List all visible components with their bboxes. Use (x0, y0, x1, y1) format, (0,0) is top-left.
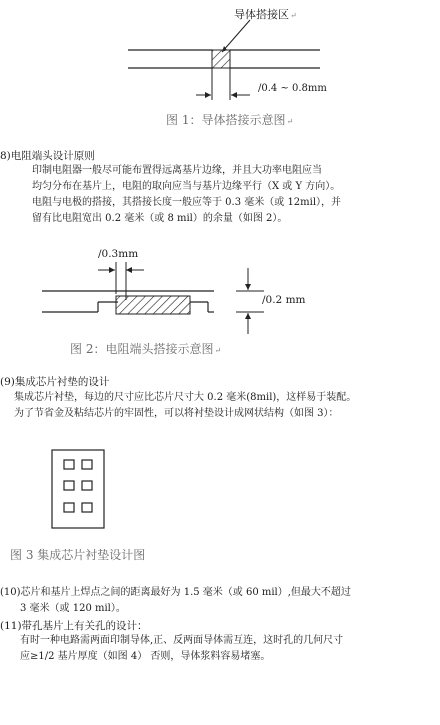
section-11-heading: (11)带孔基片上有关孔的设计： (0, 620, 148, 632)
section-8-line-3: 电阻与电极的搭接，其搭接长度一般应等于 0.3 毫米（或 12mil），并 (32, 197, 342, 208)
fig2-right-dimension-label: /0.2 mm (262, 294, 306, 306)
section-10-line-2: 3 毫米（或 120 mil）。 (20, 603, 126, 614)
section-8-line-2: 均匀分布在基片上，电阻的取向应当与基片边缘平行（X 或 Y 方向）。 (32, 181, 341, 192)
pointer-line (222, 20, 250, 52)
section-9-line-2: 为了节省金及粘结芯片的牢固性，可以将衬垫设计成网状结构（如图 3）： (14, 408, 339, 419)
figure-2-caption: 图 2：电阻端头搭接示意图↵ (70, 342, 222, 356)
fig1-overlap-label: 导体搭接区↵ (234, 8, 297, 21)
section-10-line-1: (10)芯片和基片上焊点之间的距离最好为 1.5 毫米（或 60 mil）,但最大不超过 (0, 587, 351, 598)
section-9-heading: (9)集成芯片衬垫的设计 (0, 376, 110, 388)
pad-outline (52, 450, 104, 528)
section-8-line-1: 印制电阻器一般尽可能布置得远离基片边缘，并且大功率电阻应当 (32, 165, 322, 176)
overlap-region (212, 50, 230, 68)
section-11-line-2: 应≥1/2 基片厚度（如图 4） 否则，导体浆料容易堵塞。 (20, 651, 271, 662)
figure-2-drawing (42, 262, 264, 334)
fig1-dimension-label: /0.4 ~ 0.8mm (258, 83, 327, 94)
section-11-line-1: 有时一种电路需两面印制导体,正、反两面导体需互连，这时孔的几何尺寸 (20, 635, 344, 646)
section-8-heading: 8)电阻端头设计原则 (0, 150, 95, 162)
fig2-top-dimension-label: /0.3mm (98, 248, 139, 260)
section-8-line-4: 留有比电阻宽出 0.2 毫米（或 8 mil）的余量（如图 2）。 (32, 213, 288, 224)
figure-3-drawing (52, 450, 104, 528)
figure-1-caption: 图 1：导体搭接示意图↵ (166, 113, 294, 127)
dimension-arrows-1 (196, 92, 250, 98)
figure-3-caption: 图 3 集成芯片衬垫设计图 (10, 548, 146, 562)
resistor-body (116, 296, 190, 314)
pad-grid (64, 460, 92, 512)
section-9-line-1: 集成芯片衬垫，每边的尺寸应比芯片尺寸大 0.2 毫米(8mil)，这样易于装配。 (14, 392, 357, 403)
